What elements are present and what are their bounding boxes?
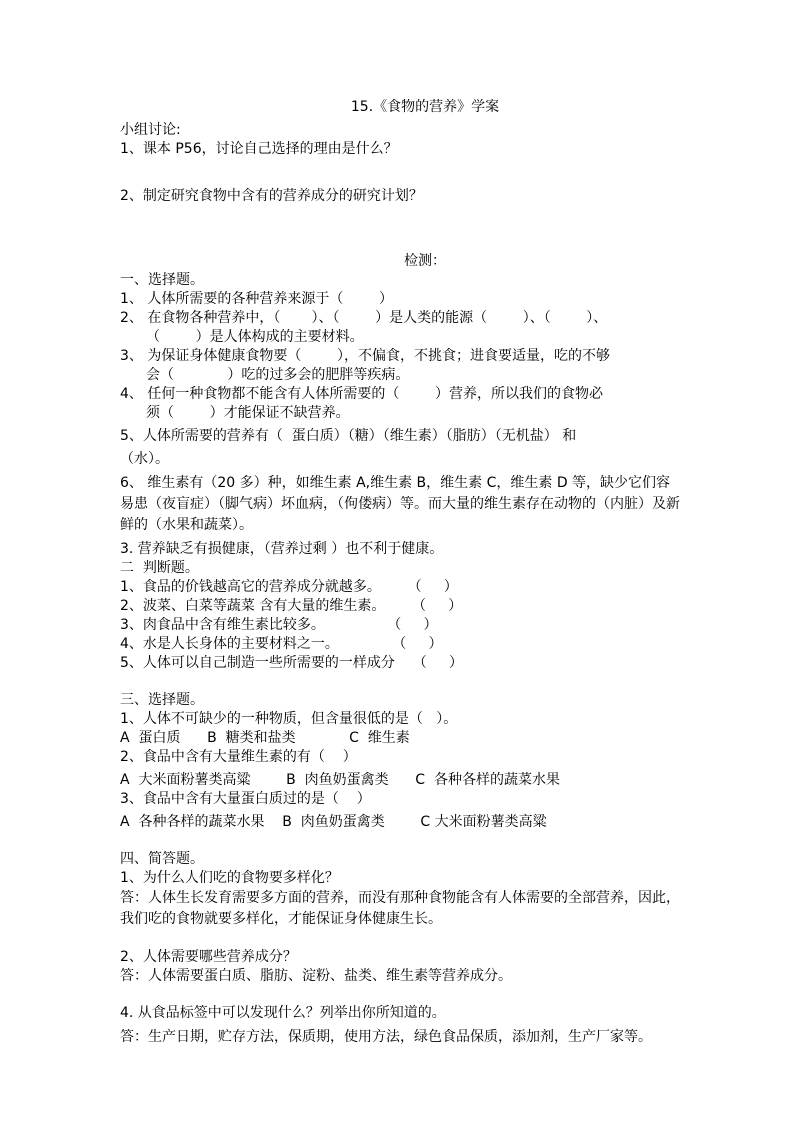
section-4-title: 四、简答题。	[120, 851, 204, 867]
s4-answer-1: 答：人体生长发育需要多方面的营养，而没有那种食物能含有人体需要的全部营养，因此，我们吃的食物就要多样化，才能保证身体健康生长。	[120, 890, 680, 927]
s1-item-7: 3. 营养缺乏有损健康，（营养过剩 ）也不利于健康。	[120, 541, 444, 557]
s3-question-3: 3、食品中含有大量蛋白质过的是（ ）	[120, 791, 371, 807]
s3-question-1: 1、人体不可缺少的一种物质，但含量很低的是（ ）。	[120, 711, 458, 727]
s3-question-1-options: A 蛋白质 B 糖类和盐类 C 维生素	[120, 730, 410, 746]
group-discussion-heading: 小组讨论:	[120, 122, 181, 138]
s3-question-2: 2、食品中含有大量维生素的有（ ）	[120, 749, 357, 765]
s1-item-1: 1、 人体所需要的各种营养来源于（ ）	[120, 291, 393, 307]
group-question-2: 2、制定研究食物中含有的营养成分的研究计划？	[120, 188, 423, 204]
s1-item-5b: （水）。	[120, 451, 169, 467]
s1-item-5a: 5、人体所需要的营养有（ 蛋白质）（糖）（维生素）（脂肪）（无机盐） 和	[120, 428, 577, 444]
s1-item-3b: 会（ ）吃的过多会的肥胖等疾病。	[146, 367, 410, 383]
section-2-title: 二 判断题。	[120, 560, 199, 576]
s2-item-2: 2、波菜、白菜等蔬菜 含有大量的维生素。 （ ）	[120, 598, 463, 614]
s1-item-2b: （ ）是人体构成的主要材料。	[146, 329, 364, 345]
s3-question-2-options: A 大米面粉薯类高粱 B 肉鱼奶蛋禽类 C 各种各样的蔬菜水果	[120, 772, 560, 788]
group-question-1: 1、课本 P56，讨论自己选择的理由是什么？	[120, 141, 398, 157]
test-heading: 检测：	[404, 253, 446, 269]
s4-question-1: 1、为什么人们吃的食物要多样化？	[120, 870, 339, 886]
s4-answer-3: 答：生产日期，贮存方法，保质期，使用方法，绿色食品保质，添加剂，生产厂家等。	[120, 1029, 652, 1045]
s2-item-4: 4、水是人长身体的主要材料之一。 （ ）	[120, 636, 443, 652]
worksheet-page	[120, 98, 680, 1048]
s4-answer-2: 答：人体需要蛋白质、脂肪、淀粉、盐类、维生素等营养成分。	[120, 968, 512, 984]
s4-question-3: 4. 从食品标签中可以发现什么？列举出你所知道的。	[120, 1005, 446, 1021]
section-3-title: 三、选择题。	[120, 692, 204, 708]
s1-item-3a: 3、 为保证身体健康食物要（ ），不偏食，不挑食；进食要适量，吃的不够	[120, 348, 610, 364]
section-1-title: 一、选择题。	[120, 272, 204, 288]
s4-question-2: 2、人体需要哪些营养成分？	[120, 949, 297, 965]
s1-item-4a: 4、 任何一种食物都不能含有人体所需要的（ ）营养，所以我们的食物必	[120, 386, 603, 402]
s1-item-6: 6、 维生素有（20 多）种，如维生素 A,维生素 B，维生素 C，维生素 D 等，缺少它们容易患（夜盲症）（脚气病）坏血病，（佝偻病）等。而大量的维生素存在动物的（内脏）及新鲜的（水果和蔬菜）。	[120, 475, 680, 533]
s3-question-3-options: A 各种各样的蔬菜水果 B 肉鱼奶蛋禽类 C 大米面粉薯类高粱	[120, 814, 547, 830]
s2-item-3: 3、肉食品中含有维生素比较多。 （ ）	[120, 617, 438, 633]
document-title: 15.《食物的营养》学案	[350, 99, 500, 115]
s2-item-1: 1、食品的价钱越高它的营养成分就越多。 （ ）	[120, 579, 458, 595]
s1-item-4b: 须（ ）才能保证不缺营养。	[146, 405, 350, 421]
s2-item-5: 5、人体可以自己制造一些所需要的一样成分 （ ）	[120, 655, 463, 671]
s1-item-2a: 2、 在食物各种营养中，（ ）、（ ）是人类的能源（ ）、（ ）、	[120, 310, 608, 326]
